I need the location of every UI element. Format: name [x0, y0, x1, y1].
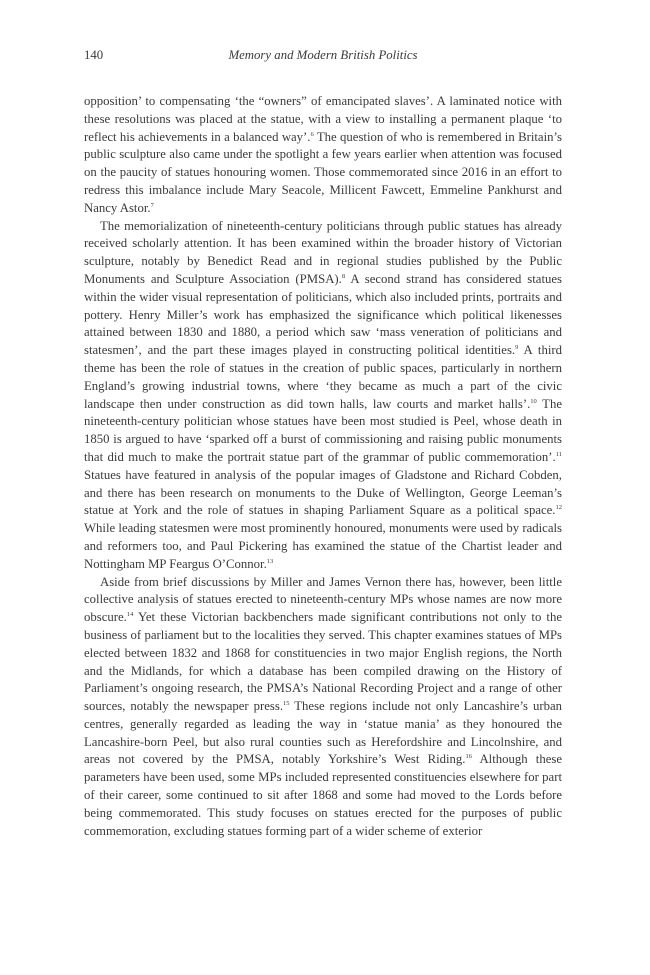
paragraph — [84, 574, 562, 841]
paragraph — [84, 93, 562, 218]
paragraph-text: The question of who is remembered in Britain’s public sculpture also came under the spotlight a few years earlier when attention was focused on the paucity of statues honouring women. Those commemorated since 2016 in an effort to redress this imbalance include Mary Seacole, Millicent Fawcett, Emmeline Pankhurst and Nancy Astor. — [84, 129, 562, 215]
footnote-marker: 14 — [126, 611, 134, 619]
paragraph — [84, 218, 562, 574]
body-text — [84, 93, 562, 840]
paragraph-text: The memorialization of nineteenth-century politicians through public statues has already received scholarly attention. It has been examined within the broader history of Victorian sculpture, notably by Benedict Read and in regional studies published by the Public Monuments and Sculpture Association (PMSA). — [84, 218, 562, 286]
footnote-marker: 11 — [555, 450, 562, 458]
footnote-marker: 6 — [310, 130, 314, 138]
footnote-marker: 8 — [341, 272, 346, 280]
footnote-marker: 16 — [465, 753, 472, 761]
paragraph-text: While leading statesmen were most prominently honoured, monuments were used by radicals and reformers too, and Paul Pickering has examined the statue of the Chartist leader and Nottingham MP Feargus O’Connor. — [84, 521, 562, 571]
paragraph-text: Statues have featured in analysis of the popular images of Gladstone and Richard Cobden, and there has been research on monuments to the Duke of Wellington, George Leeman’s statue at York and the role of statues in shaping Parliament Square as a political space. — [84, 467, 562, 518]
running-title: Memory and Modern British Politics — [228, 48, 418, 62]
paragraph-text: A second strand has considered statues within the wider visual representation of politicians, which also included prints, portraits and pottery. Henry Miller’s work has emphasized the significance which political likenesses attained between 1830 and 1880, a period which saw ‘mass veneration of politicians and statesmen’, and the part these images played in constructing political identities. — [84, 271, 562, 358]
paragraph-text: Although these parameters have been used, some MPs included represented constituencies elsewhere for part of their career, some continued to sit after 1868 and some had moved to the Lords before being commemorated. This study focuses on statues erected for the purposes of public commemoration, excluding statues forming part of a wider scheme of exterior — [84, 752, 562, 838]
paragraph-text: The nineteenth-century politician whose statues have been most studied is Peel, whose death in 1850 is argued to have ‘sparked off a burst of commissioning and raising public monuments that did much to make the portrait statue part of the grammar of public commemoration’. — [84, 396, 562, 464]
footnote-marker: 10 — [530, 397, 537, 405]
footnote-marker: 12 — [555, 504, 562, 512]
running-head — [84, 44, 562, 66]
footnote-marker: 7 — [150, 201, 154, 209]
page-number: 140 — [84, 48, 104, 62]
paragraph-text: opposition’ to compensating ‘the “owners” of emancipated slaves’. A laminated notice with these resolutions was placed at the statue, with a view to installing a permanent plaque ‘to reflect his achievements in a balanced way’. — [84, 94, 562, 144]
paragraph-text: These regions include not only Lancashire’s urban centres, generally regarded as leading the way in ‘statue mania’ as they honoured the Lancashire-born Peel, but also rural counties such as Herefordshire and Lincolnshire, and areas not covered by the PMSA, notably Yorkshire’s West Riding. — [84, 699, 562, 767]
footnote-marker: 15 — [283, 700, 290, 708]
book-page — [84, 44, 562, 840]
footnote-marker: 9 — [515, 344, 519, 352]
paragraph-text: Aside from brief discussions by Miller and James Vernon there has, however, been little collective analysis of statues erected to nineteenth-century MPs whose names are now more obscure. — [84, 574, 562, 625]
paragraph-text: A third theme has been the role of statues in the creation of public spaces, particularly in northern England’s growing industrial towns, where ‘they became as much a part of the civic landscape then under construction as did town halls, law courts and market halls’. — [84, 343, 562, 411]
paragraph-text: Yet these Victorian backbenchers made significant contributions not only to the business of parliament but to the localities they served. This chapter examines statues of MPs elected between 1832 and 1868 for constituencies in two major English regions, the North and the Midlands, for which a database has been compiled drawing on the History of Parliament’s ongoing research, the PMSA’s National Recording Project and a range of other sources, notably the newspaper press. — [84, 610, 562, 714]
footnote-marker: 13 — [266, 557, 274, 565]
